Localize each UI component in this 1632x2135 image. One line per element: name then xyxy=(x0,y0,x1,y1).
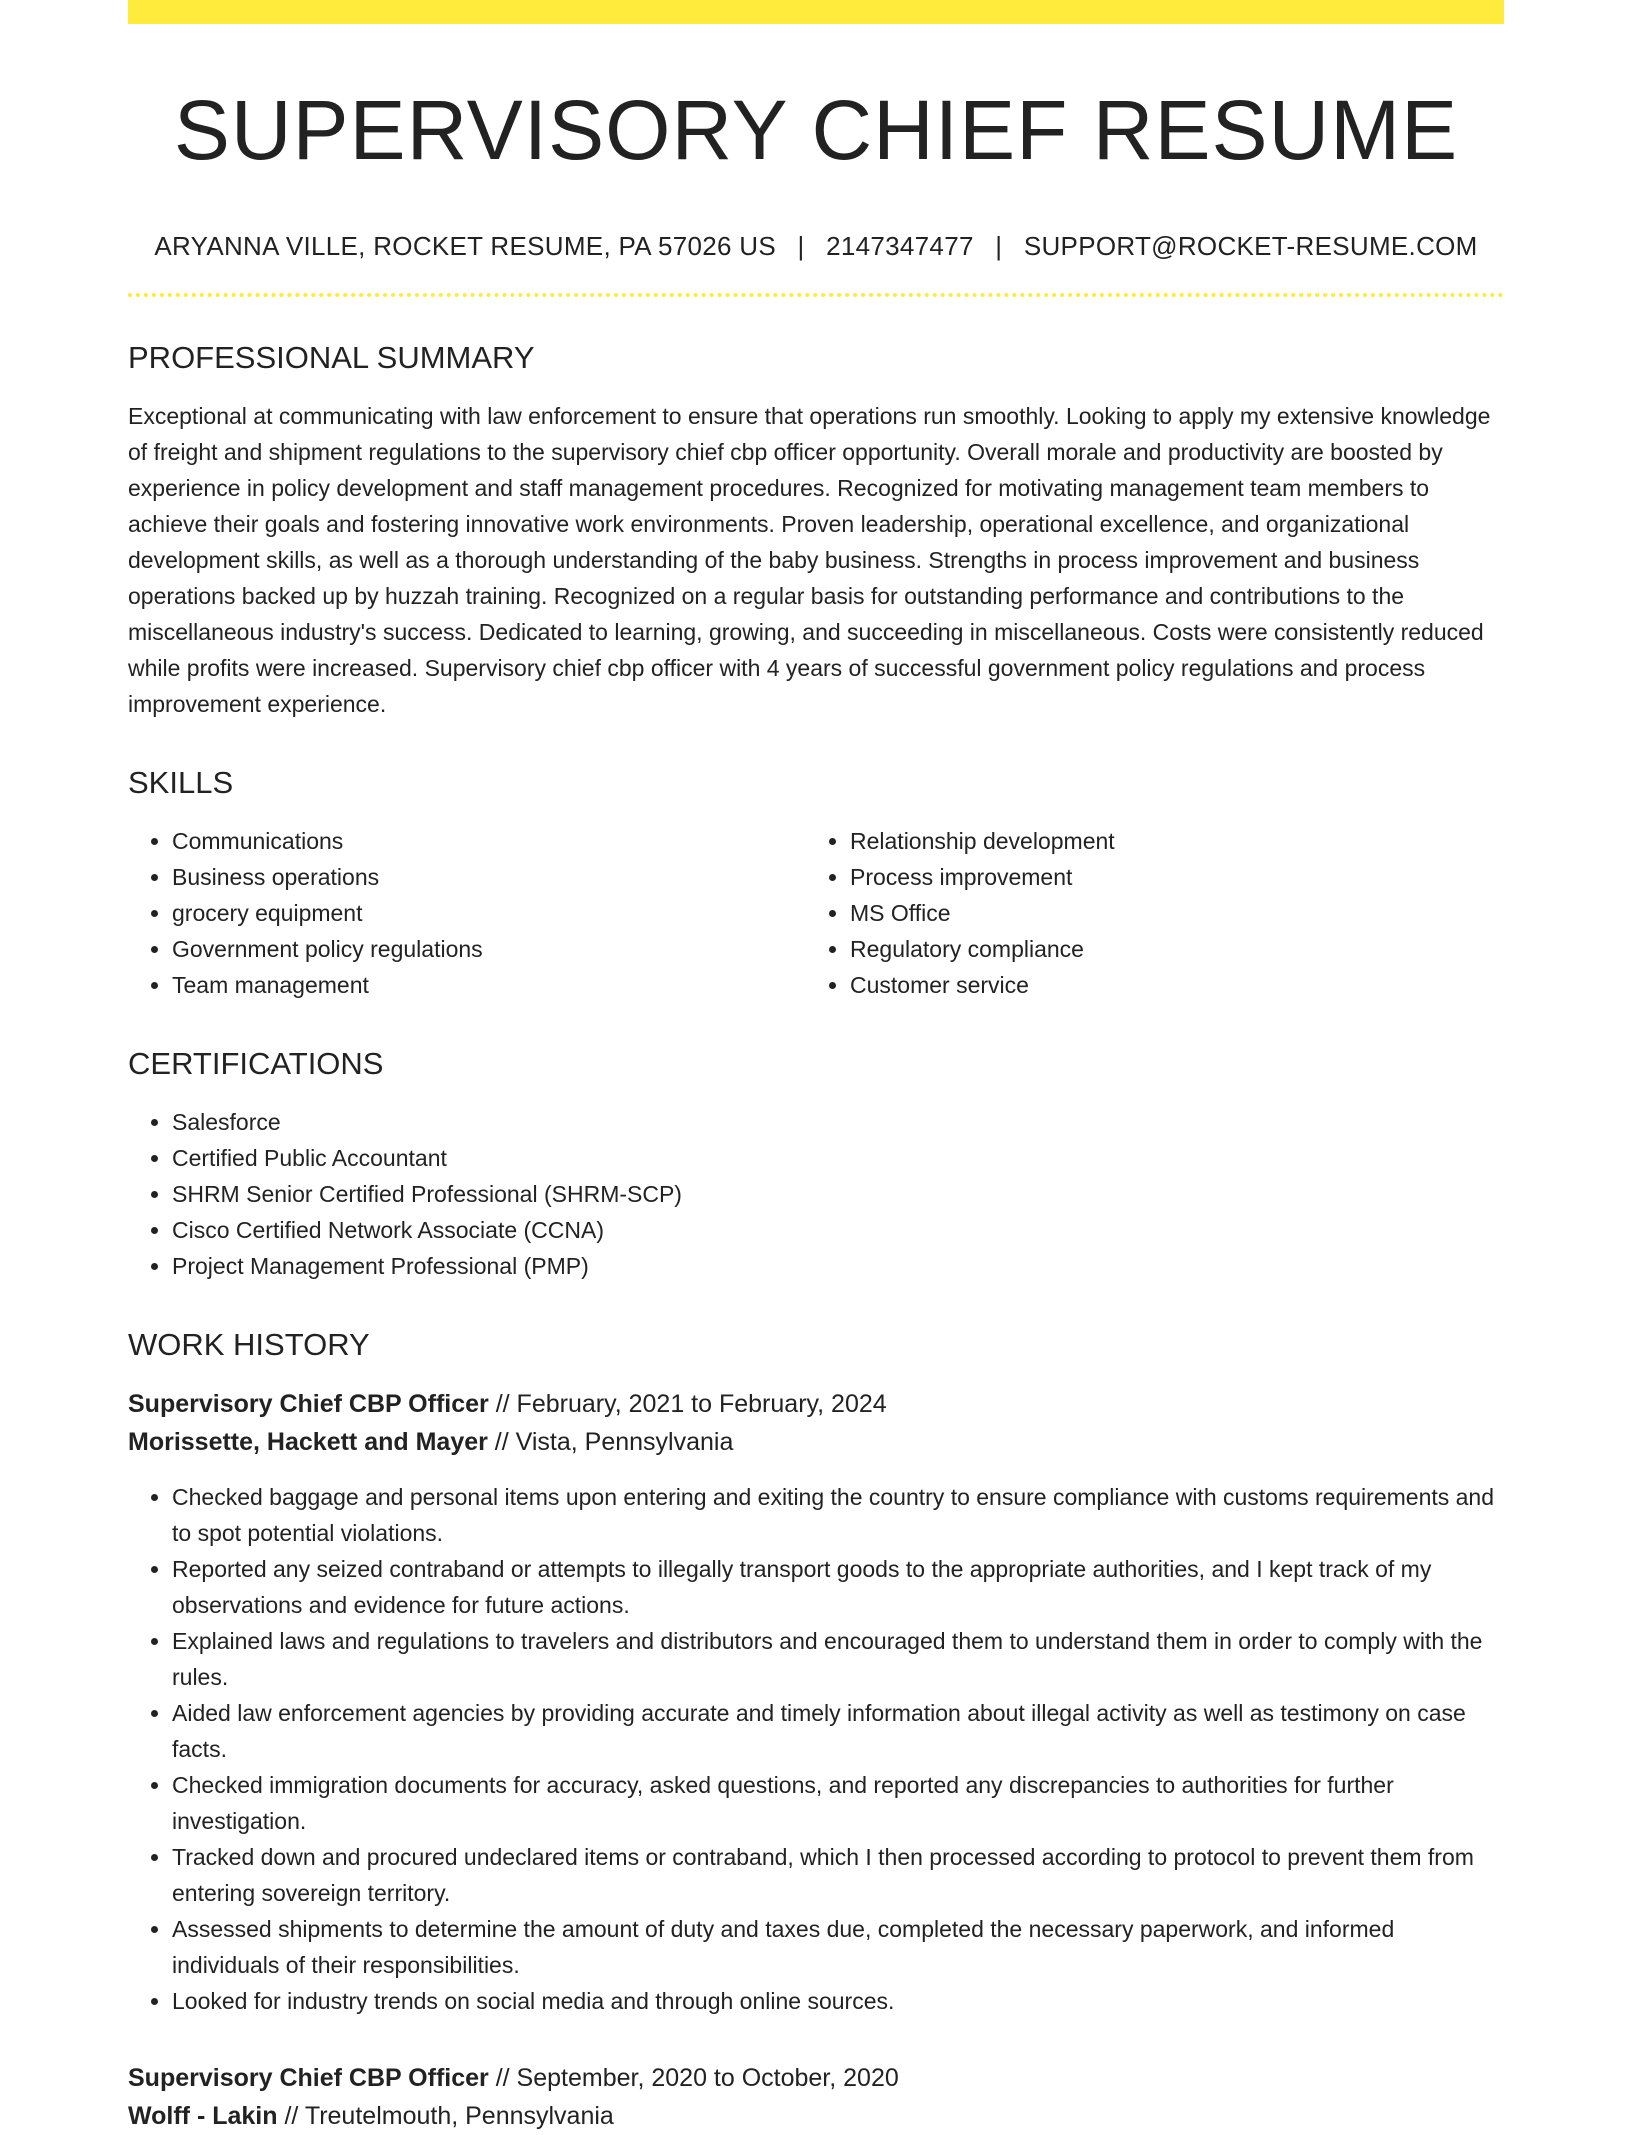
job-duty: • Checked immigration documents for accuracy, asked questions, and reported any discrepancies to authorities for further investigation. xyxy=(172,1767,1504,1839)
job-company-line xyxy=(128,2097,1504,2135)
professional-summary-section xyxy=(128,339,1504,722)
dotted-divider xyxy=(128,293,1504,297)
job-header xyxy=(128,2059,1504,2135)
summary-text: Exceptional at communicating with law enforcement to ensure that operations run smoothly. Looking to apply my extensive knowledge of freight and shipment regulations to the supervisory chief cbp officer opportunity. Overall morale and productivity are boosted by experience in policy development and staff management procedures. Recognized for motivating management team members to achieve their goals and fostering innovative work environments. Proven leadership, operational excellence, and organizational development skills, as well as a thorough understanding of the baby business. Strengths in process improvement and business operations backed up by huzzah training. Recognized on a regular basis for outstanding performance and contributions to the miscellaneous industry's success. Dedicated to learning, growing, and succeeding in miscellaneous. Costs were consistently reduced while profits were increased. Supervisory chief cbp officer with 4 years of successful government policy regulations and process improvement experience. xyxy=(128,402,1491,717)
job-company-line xyxy=(128,1423,1504,1461)
skill-item: • Business operations xyxy=(172,859,806,895)
skill-item: • Regulatory compliance xyxy=(850,931,1484,967)
job-duty: • Tracked down and procured undeclared items or contraband, which I then processed according to protocol to prevent them from entering sovereign territory. xyxy=(172,1839,1504,1911)
job-location: // Vista, Pennsylvania xyxy=(487,1428,734,1457)
job-role-line xyxy=(128,1385,1504,1423)
job-duty: • Checked baggage and personal items upon entering and exiting the country to ensure compliance with customs requirements and to spot potential violations. xyxy=(172,1479,1504,1551)
contact-address: ARYANNA VILLE, ROCKET RESUME, PA 57026 US xyxy=(154,231,776,262)
certifications-section xyxy=(128,1045,1504,1284)
certifications-list xyxy=(128,1104,1504,1284)
job-duty: • Looked for industry trends on social media and through online sources. xyxy=(172,1983,1504,2019)
skill-item: • Relationship development xyxy=(850,823,1484,859)
summary-heading: PROFESSIONAL SUMMARY xyxy=(128,339,535,375)
job-entry xyxy=(128,1385,1504,2019)
skill-item: • Communications xyxy=(172,823,806,859)
resume-title: SUPERVISORY CHIEF RESUME xyxy=(173,83,1459,177)
job-duty: • Assessed shipments to determine the amount of duty and taxes due, completed the necessary paperwork, and informed individuals of their responsibilities. xyxy=(172,1911,1504,1983)
skill-item: • Process improvement xyxy=(850,859,1484,895)
contact-email: SUPPORT@ROCKET-RESUME.COM xyxy=(1023,231,1478,262)
job-role-line xyxy=(128,2059,1504,2097)
job-entry xyxy=(128,2059,1504,2135)
job-duties-list xyxy=(128,1479,1504,2019)
contact-separator: | xyxy=(797,231,805,262)
certification-item: • Salesforce xyxy=(172,1104,1504,1140)
contact-line xyxy=(128,231,1504,262)
work-history-section xyxy=(128,1326,1504,2135)
skill-item: • grocery equipment xyxy=(172,895,806,931)
resume-page xyxy=(128,0,1504,2131)
contact-separator: | xyxy=(995,231,1003,262)
skills-list-left xyxy=(128,823,806,1003)
job-duty: • Aided law enforcement agencies by providing accurate and timely information about illegal activity as well as testimony on case facts. xyxy=(172,1695,1504,1767)
job-location: // Treutelmouth, Pennsylvania xyxy=(277,2102,614,2131)
job-duty: • Explained laws and regulations to travelers and distributors and encouraged them to understand them in order to comply with the rules. xyxy=(172,1623,1504,1695)
job-dates: // February, 2021 to February, 2024 xyxy=(488,1390,887,1419)
job-company: Morissette, Hackett and Mayer xyxy=(128,1428,488,1457)
certifications-heading: CERTIFICATIONS xyxy=(128,1045,384,1081)
skills-heading: SKILLS xyxy=(128,764,234,800)
certification-item: • SHRM Senior Certified Professional (SHRM-SCP) xyxy=(172,1176,1504,1212)
job-role: Supervisory Chief CBP Officer xyxy=(128,1390,489,1419)
skill-item: • MS Office xyxy=(850,895,1484,931)
skills-grid xyxy=(128,823,1504,1003)
skill-item: • Government policy regulations xyxy=(172,931,806,967)
job-role: Supervisory Chief CBP Officer xyxy=(128,2064,489,2093)
job-company: Wolff - Lakin xyxy=(128,2102,278,2131)
certification-item: • Certified Public Accountant xyxy=(172,1140,1504,1176)
job-duty: • Reported any seized contraband or attempts to illegally transport goods to the appropriate authorities, and I kept track of my observations and evidence for future actions. xyxy=(172,1551,1504,1623)
skill-item: • Team management xyxy=(172,967,806,1003)
contact-phone: 2147347477 xyxy=(826,231,974,262)
work-history-heading: WORK HISTORY xyxy=(128,1327,370,1363)
certification-item: • Cisco Certified Network Associate (CCNA) xyxy=(172,1212,1504,1248)
job-dates: // September, 2020 to October, 2020 xyxy=(488,2064,899,2093)
skills-section xyxy=(128,764,1504,1003)
accent-bar xyxy=(128,0,1504,24)
skills-list-right xyxy=(806,823,1484,1003)
skill-item: • Customer service xyxy=(850,967,1484,1003)
job-header xyxy=(128,1385,1504,1461)
certification-item: • Project Management Professional (PMP) xyxy=(172,1248,1504,1284)
